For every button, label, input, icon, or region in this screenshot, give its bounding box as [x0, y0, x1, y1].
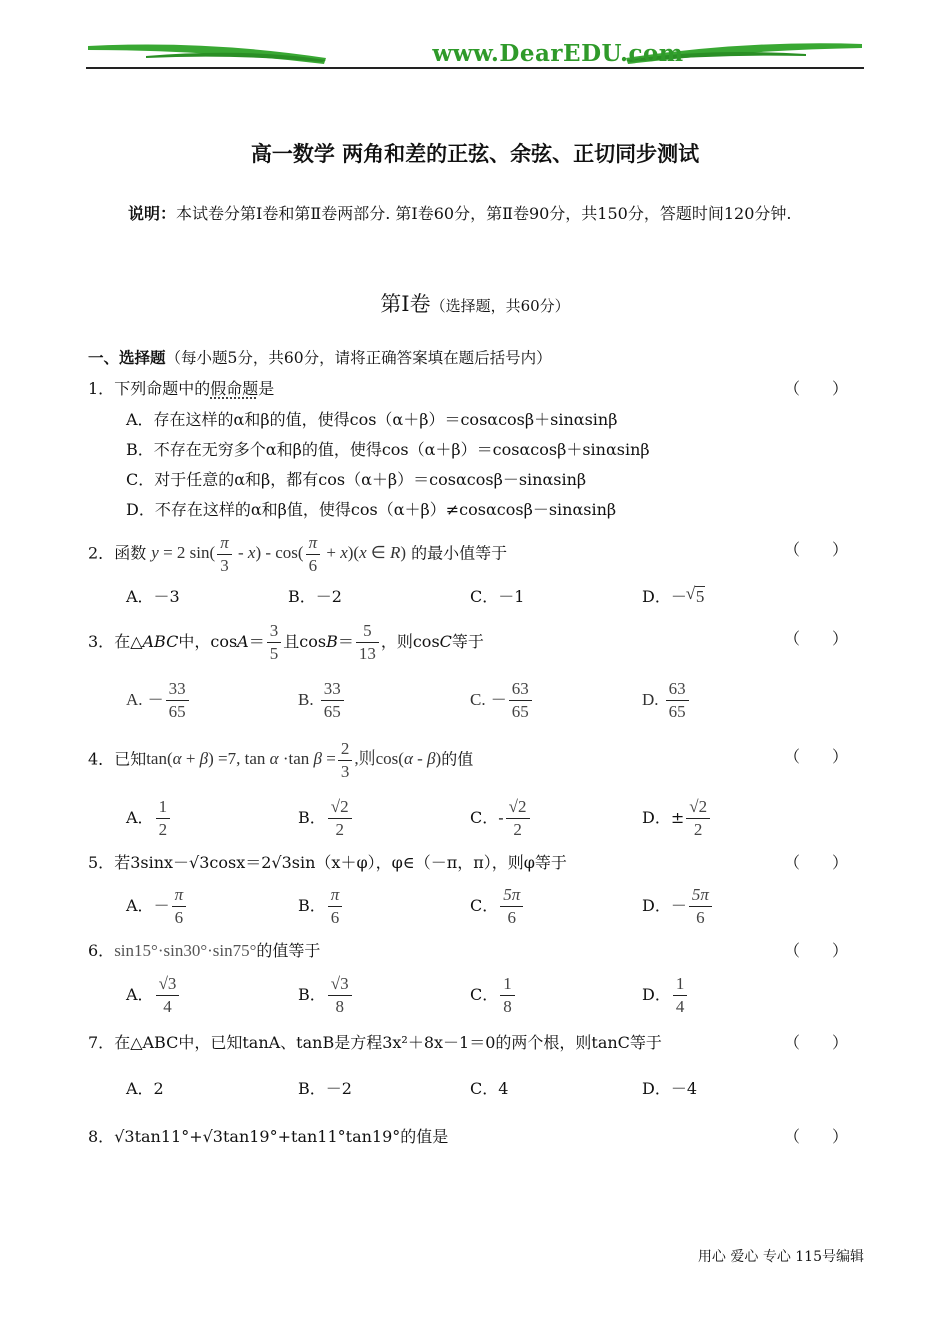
question-number: 3． [88, 632, 115, 651]
section-title: 第Ⅰ卷 [380, 292, 431, 316]
option-a: A． $\frac{1}{2}$ [126, 796, 172, 841]
question-text: 在△ [114, 632, 143, 651]
question-number: 4． [88, 749, 115, 769]
answer-bracket: （ ） [784, 1127, 849, 1146]
fraction: $\frac{3}{5}$ [267, 620, 282, 665]
intro-text: 本试卷分第Ⅰ卷和第Ⅱ卷两部分. 第Ⅰ卷60分，第Ⅱ卷90分，共150分，答题时间120分钟. [176, 204, 792, 223]
question-number: 6． [88, 941, 115, 960]
question-text: 下列命题中的 [114, 379, 211, 398]
answer-bracket: （ ） [784, 1033, 849, 1052]
section-subtitle: （选择题，共60分） [430, 297, 570, 315]
formula: sin15°·sin30°·sin75° [114, 941, 257, 960]
fraction: $\frac{5}{13}$ [356, 620, 379, 665]
page-footer: 用心 爱心 专心 115号编辑 [697, 1249, 864, 1265]
question-5 [88, 850, 567, 873]
question-text: ABC [142, 632, 179, 651]
question-6 [88, 938, 320, 961]
option-d: D．－ $\frac{5\pi}{6}$ [642, 884, 714, 929]
part-note: （每小题5分，共60分，请将正确答案填在题后括号内） [165, 349, 552, 367]
intro-label: 说明： [128, 204, 177, 223]
option-d: D． $\frac{1}{4}$ [642, 973, 689, 1018]
option-c: C．对于任意的α和β，都有cos（α＋β）＝cosαcosβ－sinαsinβ [126, 470, 587, 489]
option-d [642, 584, 705, 607]
option-b: B. $\frac{33}{65}$ [298, 678, 346, 723]
question-text: 中，cos [178, 632, 238, 651]
option-b: B． $\frac{\pi}{6}$ [298, 884, 344, 929]
answer-bracket: （ ） [784, 379, 849, 398]
option-d: D．± $\frac{√2}{2}$ [642, 796, 712, 841]
option-a: A．－ $\frac{\pi}{6}$ [126, 884, 188, 929]
part-label: 一、选择题 [88, 349, 166, 367]
option-a: A. － $\frac{33}{65}$ [126, 678, 191, 723]
question-text: ＝ [337, 632, 354, 651]
question-text: 的值等于 [256, 941, 321, 960]
question-text: 且cos [283, 632, 327, 651]
question-number: 2． [88, 543, 115, 563]
question-text: 若3sinx－√3cosx＝2√3sin（x＋φ），φ∈（－π，π），则φ等于 [114, 853, 567, 872]
question-7 [88, 1030, 662, 1053]
question-text: ，则cos [380, 632, 440, 651]
question-text: 的最小值等于 [411, 543, 508, 563]
option-c: C．－1 [470, 587, 525, 606]
option-a: A．存在这样的α和β的值，使得cos（α＋β）＝cosαcosβ＋sinαsinβ [126, 410, 618, 429]
option-b: B． $\frac{√3}{8}$ [298, 973, 354, 1018]
part-heading [88, 346, 552, 368]
option-label: D．－ [642, 587, 687, 606]
option-d: D．－4 [642, 1079, 698, 1098]
option-c: C. － $\frac{63}{65}$ [470, 678, 534, 723]
question-text: B [326, 632, 338, 651]
question-text: A [237, 632, 249, 651]
option-b: B． $\frac{√2}{2}$ [298, 796, 354, 841]
question-number: 8． [88, 1127, 115, 1146]
function-formula: y = 2 sin( $\frac{\pi}{3}$ - x) - cos( $\frac{\pi}{6}$ + x)(x ∈ R) [151, 533, 407, 575]
question-text: 是 [258, 379, 275, 398]
option-a: A．2 [126, 1079, 164, 1098]
question-text: C [439, 632, 452, 651]
option-c: C．4 [470, 1079, 509, 1098]
question-4 [88, 738, 473, 783]
question-text: 等于 [451, 632, 484, 651]
sqrt-value: √ 5 [695, 586, 706, 607]
question-text: ＝ [248, 632, 265, 651]
page-title: 高一数学 两角和差的正弦、余弦、正切同步测试 [250, 142, 700, 166]
emphasis-text: 假命题 [210, 379, 259, 398]
option-a: A． $\frac{√3}{4}$ [126, 973, 181, 1018]
section-heading [0, 288, 950, 318]
question-text: 函数 [114, 543, 147, 563]
brand-logo-text: www.DearEDU.com [432, 40, 684, 67]
option-a: A．－3 [126, 587, 180, 606]
question-number: 1． [88, 379, 115, 398]
question-text: 已知 [114, 749, 147, 769]
option-b: B．－2 [298, 1079, 352, 1098]
answer-bracket: （ ） [784, 941, 849, 960]
question-number: 7． [88, 1033, 115, 1052]
option-c: C．- $\frac{√2}{2}$ [470, 796, 532, 841]
formula: tan(α + β) =7, tan α ·tan β = $\frac{2}{3}$ ,则cos(α - β) [146, 739, 442, 781]
question-number: 5． [88, 853, 115, 872]
option-d: D．不存在这样的α和β值，使得cos（α＋β）≠cosαcosβ－sinαsinβ [126, 500, 617, 519]
question-text: 在△ABC中，已知tanA、tanB是方程3x²＋8x－1＝0的两个根，则tanC等于 [114, 1033, 662, 1052]
question-text: √3tan11°+√3tan19°+tan11°tan19°的值是 [114, 1127, 449, 1146]
intro-paragraph [88, 200, 864, 228]
option-b: B．－2 [288, 587, 342, 606]
option-c: C． $\frac{1}{8}$ [470, 973, 517, 1018]
option-b: B．不存在无穷多个α和β的值，使得cos（α＋β）＝cosαcosβ＋sinαsinβ [126, 440, 650, 459]
question-3 [88, 620, 484, 665]
answer-bracket: （ ） [784, 853, 849, 872]
question-text: 的值 [441, 749, 474, 769]
answer-bracket: （ ） [784, 747, 849, 766]
answer-bracket: （ ） [784, 540, 849, 559]
header-rule [86, 67, 864, 69]
question-2 [88, 532, 507, 577]
option-c: C． $\frac{5\pi}{6}$ [470, 884, 525, 929]
question-1 [88, 376, 274, 399]
answer-bracket: （ ） [784, 629, 849, 648]
option-d: D. $\frac{63}{65}$ [642, 678, 691, 723]
question-8 [88, 1124, 448, 1147]
